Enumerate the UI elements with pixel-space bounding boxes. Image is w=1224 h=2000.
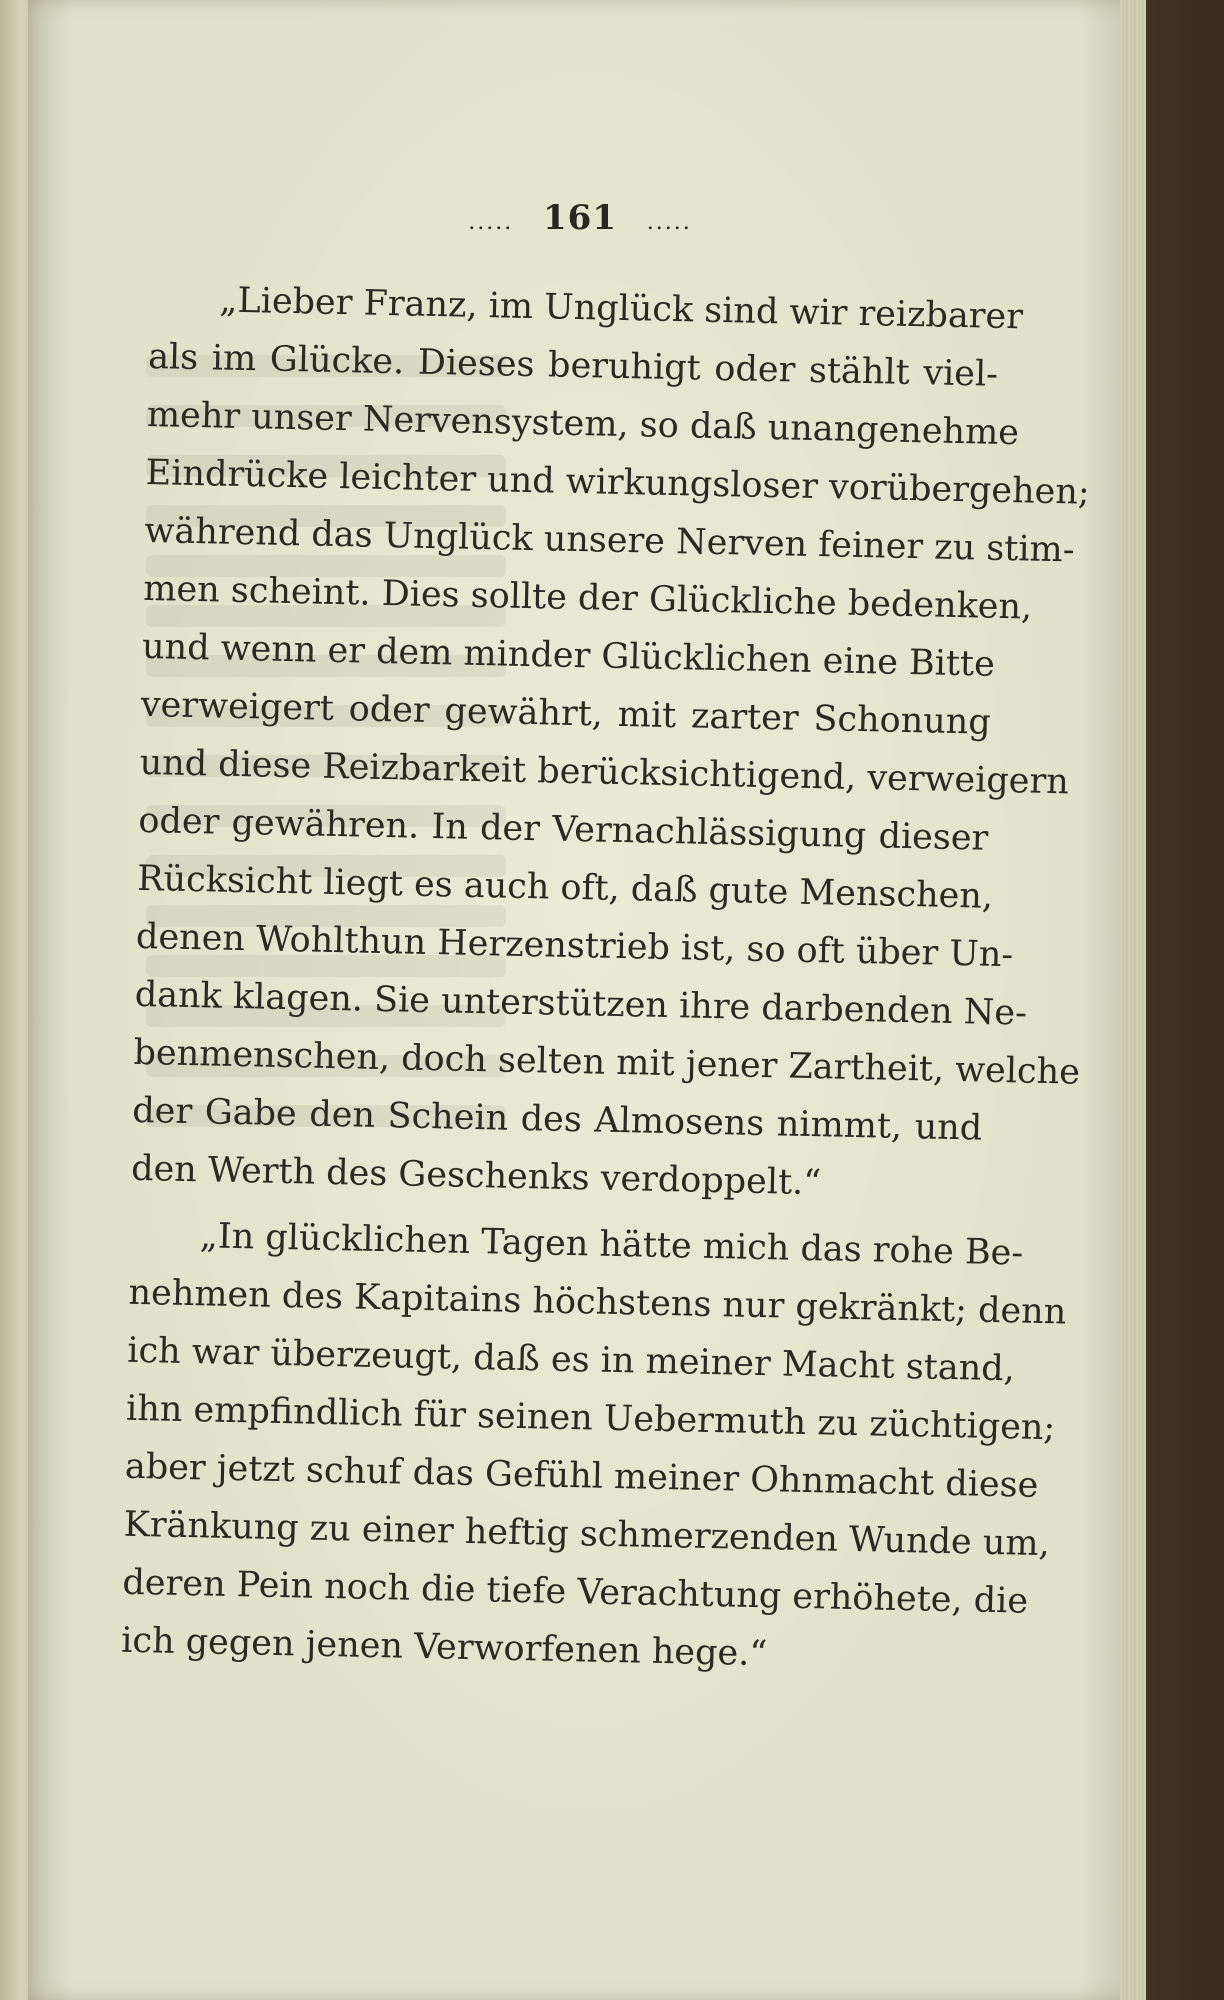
text-line: während das Unglück unsere Nerven feiner zu stim-: [144, 510, 1075, 571]
text-line: „Lieber Franz, im Unglück sind wir reizbarer: [218, 280, 1024, 338]
text-line: verweigert oder gewährt, mit zarter Schonung: [140, 684, 992, 743]
text-line: und wenn er dem minder Glücklichen eine Bitte: [141, 626, 996, 685]
text-line: Kränkung zu einer heftig schmerzenden Wunde um,: [123, 1504, 1051, 1565]
text-line: mehr unser Nervensystem, so daß unangenehme: [146, 394, 1020, 454]
text-line: der Gabe den Schein des Almosens nimmt, und: [131, 1090, 983, 1149]
text-line: ich gegen jenen Verworfenen hege.“: [120, 1620, 768, 1675]
header-dots-right: .....: [646, 210, 692, 235]
text-line: Eindrücke leichter und wirkungsloser vorübergehen;: [145, 452, 1091, 513]
text-line: ich war überzeugt, daß es in meiner Macht stand,: [126, 1330, 1016, 1390]
text-line: oder gewähren. In der Vernachlässigung dieser: [138, 800, 989, 859]
text-line: men scheint. Dies sollte der Glückliche bedenken,: [142, 568, 1033, 628]
body-text: [120, 270, 1091, 1687]
page-header: [430, 198, 730, 238]
page-number: 161: [543, 198, 617, 238]
text-line: Rücksicht liegt es auch oft, daß gute Menschen,: [136, 858, 994, 917]
text-line: den Werth des Geschenks verdoppelt.“: [130, 1148, 822, 1204]
text-line: und diese Reizbarkeit berücksichtigend, verweigern: [139, 742, 1070, 803]
text-line: „In glücklichen Tagen hätte mich das rohe Be-: [199, 1216, 1024, 1274]
text-line: benmenschen, doch selten mit jener Zartheit, welche: [133, 1032, 1081, 1093]
text-line: ihn empfindlich für seinen Uebermuth zu züchtigen;: [125, 1388, 1056, 1449]
text-line: als im Glücke. Dieses beruhigt oder stählt viel-: [147, 336, 999, 395]
text-line: nehmen des Kapitains höchstens nur gekränkt; denn: [128, 1272, 1067, 1333]
text-line: dank klagen. Sie unterstützen ihre darbenden Ne-: [134, 974, 1028, 1034]
header-dots-left: .....: [468, 210, 514, 235]
page-block-edge: [1120, 0, 1146, 2000]
text-line: denen Wohlthun Herzenstrieb ist, so oft über Un-: [135, 916, 1014, 976]
text-line: aber jetzt schuf das Gefühl meiner Ohnmacht diese: [124, 1446, 1039, 1506]
text-line: deren Pein noch die tiefe Verachtung erhöhete, die: [122, 1562, 1029, 1622]
